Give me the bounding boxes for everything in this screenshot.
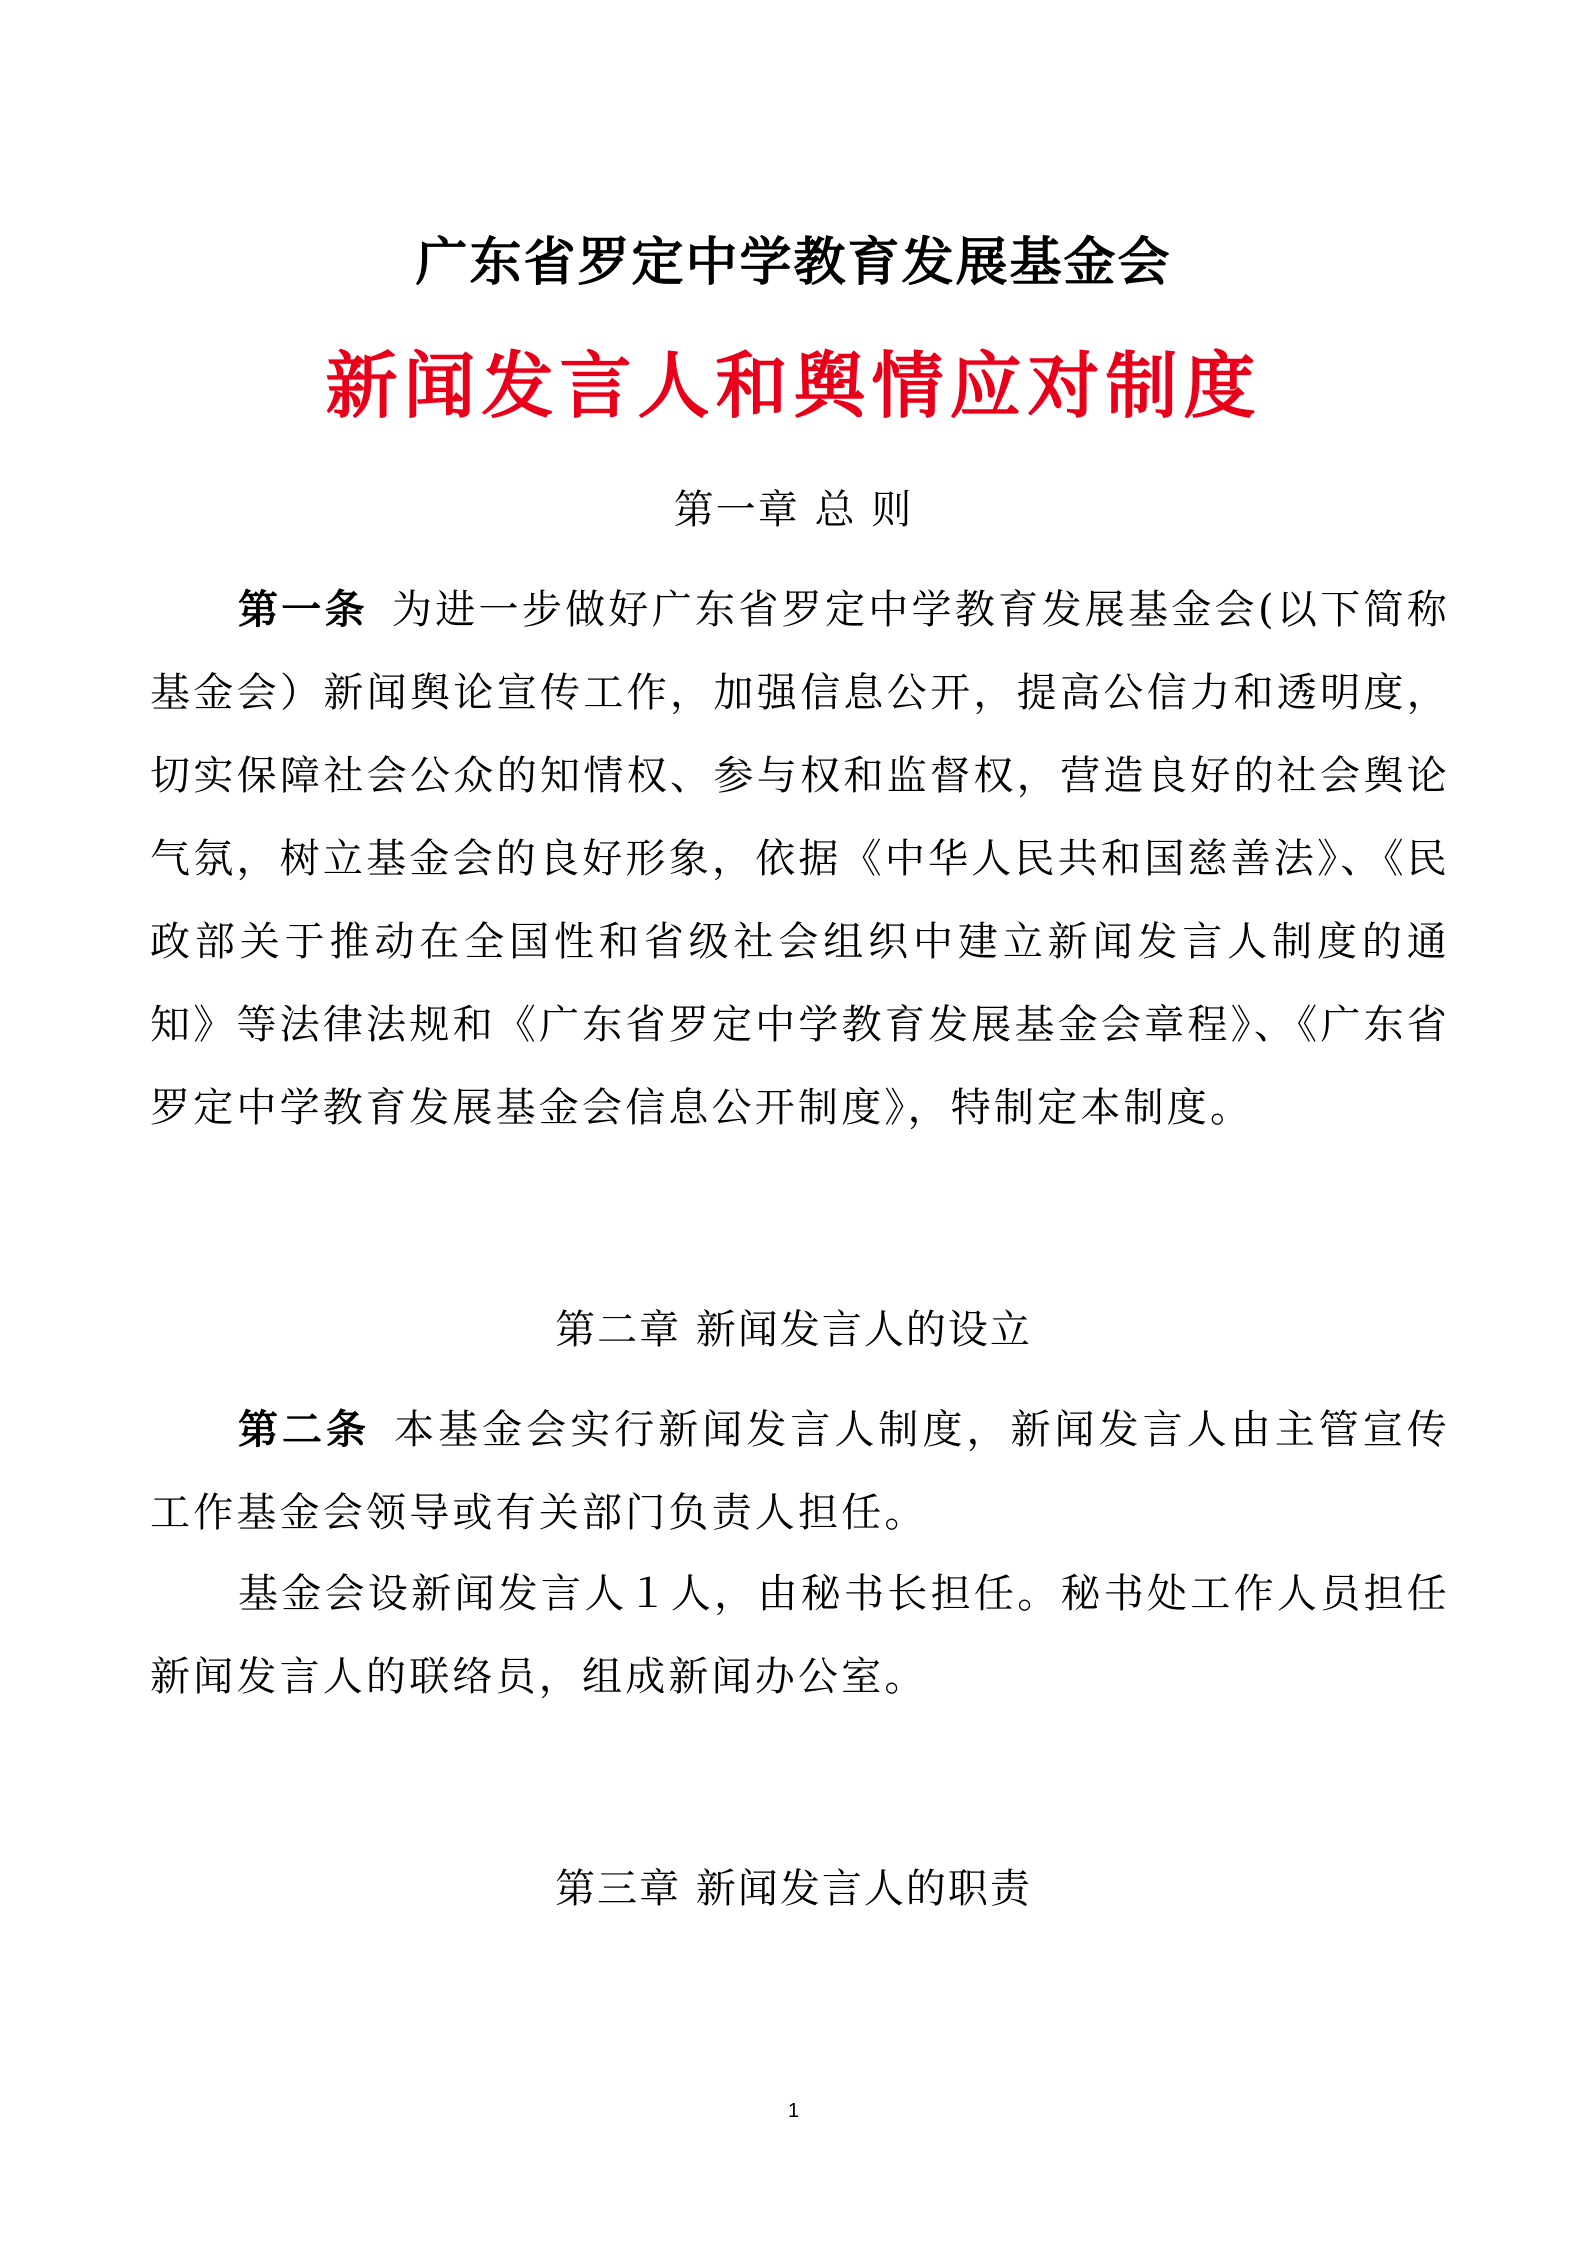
article-label: 第二条 (238, 1406, 371, 1453)
article-paragraph (150, 1388, 1450, 1558)
document-subtitle: 新闻发言人和舆情应对制度 (325, 343, 1262, 428)
article-text: 本基金会实行新闻发言人制度，新闻发言人由主管宣传工作基金会领导或有关部门负责人担任。 (150, 1407, 1450, 1536)
article-text: 为进一步做好广东省罗定中学教育发展基金会(以下简称基金会）新闻舆论宣传工作，加强信息公开，提高公信力和透明度，切实保障社会公众的知情权、参与权和监督权，营造良好的社会舆论气氛，树立基金会的良好形象，依据《中华人民共和国慈善法》、《民政部关于推动在全国性和省级社会组织中建立新闻发言人制度的通知》等法律法规和《广东省罗定中学教育发展基金会章程》、《广东省罗定中学教育发展基金会信息公开制度》，特制定本制度。 (150, 587, 1450, 1131)
chapter-heading-3: 第三章 新闻发言人的职责 (555, 1866, 1032, 1912)
chapter-heading-1: 第一章 总 则 (673, 487, 914, 533)
document-title: 广东省罗定中学教育发展基金会 (415, 232, 1172, 293)
paragraph-text: 基金会设新闻发言人１人，由秘书长担任。秘书处工作人员担任新闻发言人的联络员，组成新闻办公室。 (150, 1571, 1450, 1700)
chapter-heading-2: 第二章 新闻发言人的设立 (555, 1307, 1032, 1353)
page-number: 1 (787, 2100, 800, 2122)
body-paragraph (150, 1553, 1450, 1723)
article-paragraph (150, 568, 1450, 1131)
article-label: 第一条 (238, 586, 368, 633)
